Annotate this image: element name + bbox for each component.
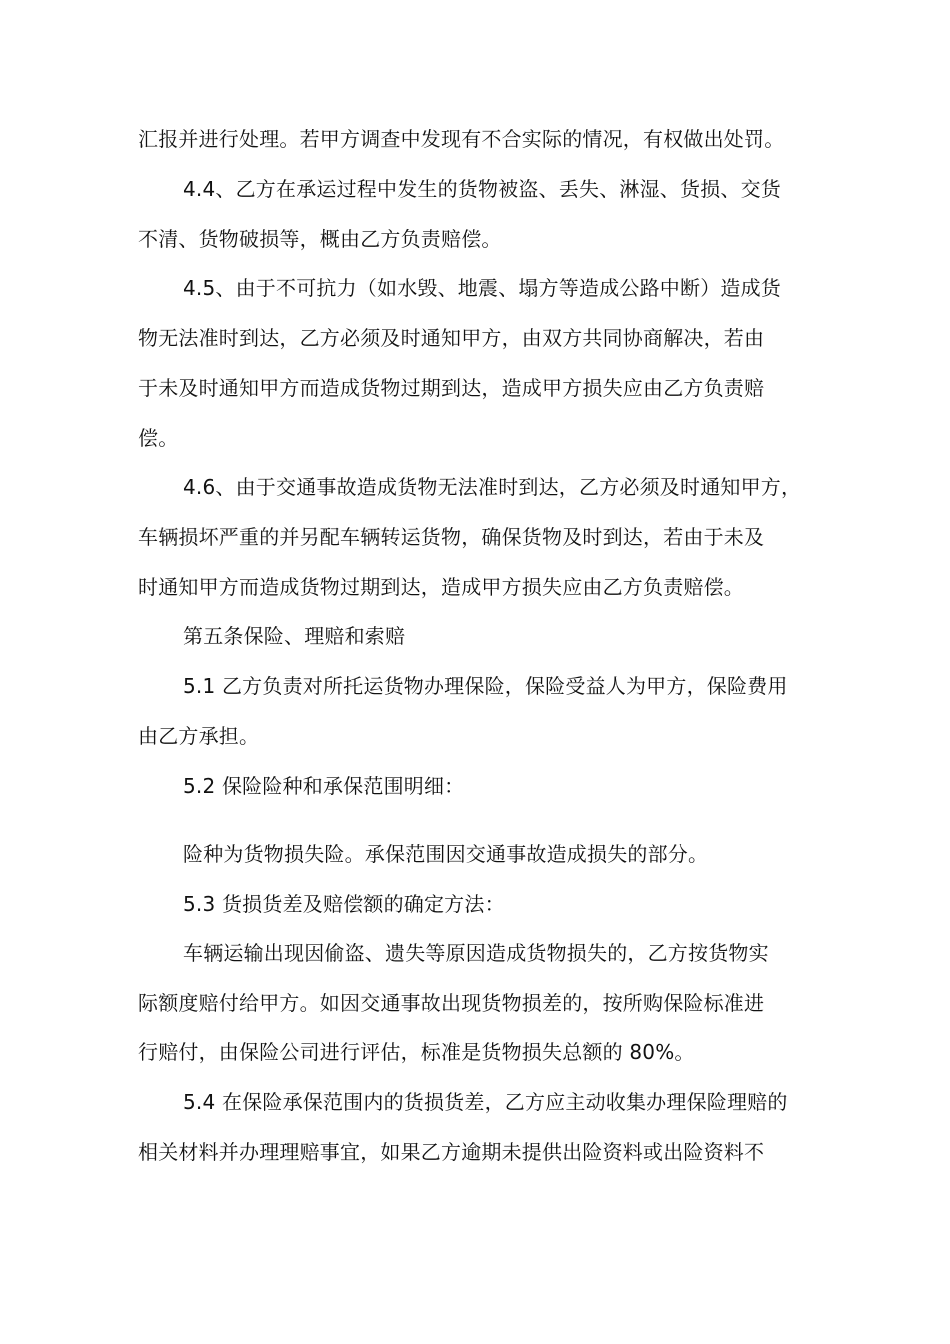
text-line: 由乙方承担。: [138, 724, 260, 748]
text-line: 4.6、由于交通事故造成货物无法准时到达，乙方必须及时通知甲方，: [183, 475, 802, 499]
text-line: 物无法准时到达，乙方必须及时通知甲方，由双方共同协商解决，若由: [138, 326, 765, 350]
text-line: 5.4 在保险承保范围内的货损货差，乙方应主动收集办理保险理赔的: [183, 1090, 788, 1114]
text-line: 偿。: [138, 426, 179, 450]
text-line: 5.2 保险险种和承保范围明细：: [183, 774, 465, 798]
text-line: 5.1 乙方负责对所托运货物办理保险，保险受益人为甲方，保险费用: [183, 674, 788, 698]
text-line: 于未及时通知甲方而造成货物过期到达，造成甲方损失应由乙方负责赔: [138, 376, 765, 400]
text-line: 时通知甲方而造成货物过期到达，造成甲方损失应由乙方负责赔偿。: [138, 575, 744, 599]
text-line: 车辆运输出现因偷盗、遗失等原因造成货物损失的，乙方按货物实: [183, 941, 769, 965]
text-line: 行赔付，由保险公司进行评估，标准是货物损失总额的 80%。: [138, 1040, 695, 1064]
text-line: 险种为货物损失险。承保范围因交通事故造成损失的部分。: [183, 842, 709, 866]
text-line: 4.4、乙方在承运过程中发生的货物被盗、丢失、淋湿、货损、交货: [183, 177, 782, 201]
text-line: 不清、货物破损等，概由乙方负责赔偿。: [138, 227, 502, 251]
text-line: 际额度赔付给甲方。如因交通事故出现货物损差的，按所购保险标准进: [138, 991, 765, 1015]
text-line: 汇报并进行处理。若甲方调查中发现有不合实际的情况，有权做出处罚。: [138, 127, 785, 151]
text-line: 车辆损坏严重的并另配车辆转运货物，确保货物及时到达，若由于未及: [138, 525, 765, 549]
text-line: 相关材料并办理理赔事宜，如果乙方逾期未提供出险资料或出险资料不: [138, 1140, 765, 1164]
section-heading: 第五条保险、理赔和索赔: [183, 624, 406, 648]
text-line: 4.5、由于不可抗力（如水毁、地震、塌方等造成公路中断）造成货: [183, 276, 782, 300]
text-line: 5.3 货损货差及赔偿额的确定方法：: [183, 892, 505, 916]
